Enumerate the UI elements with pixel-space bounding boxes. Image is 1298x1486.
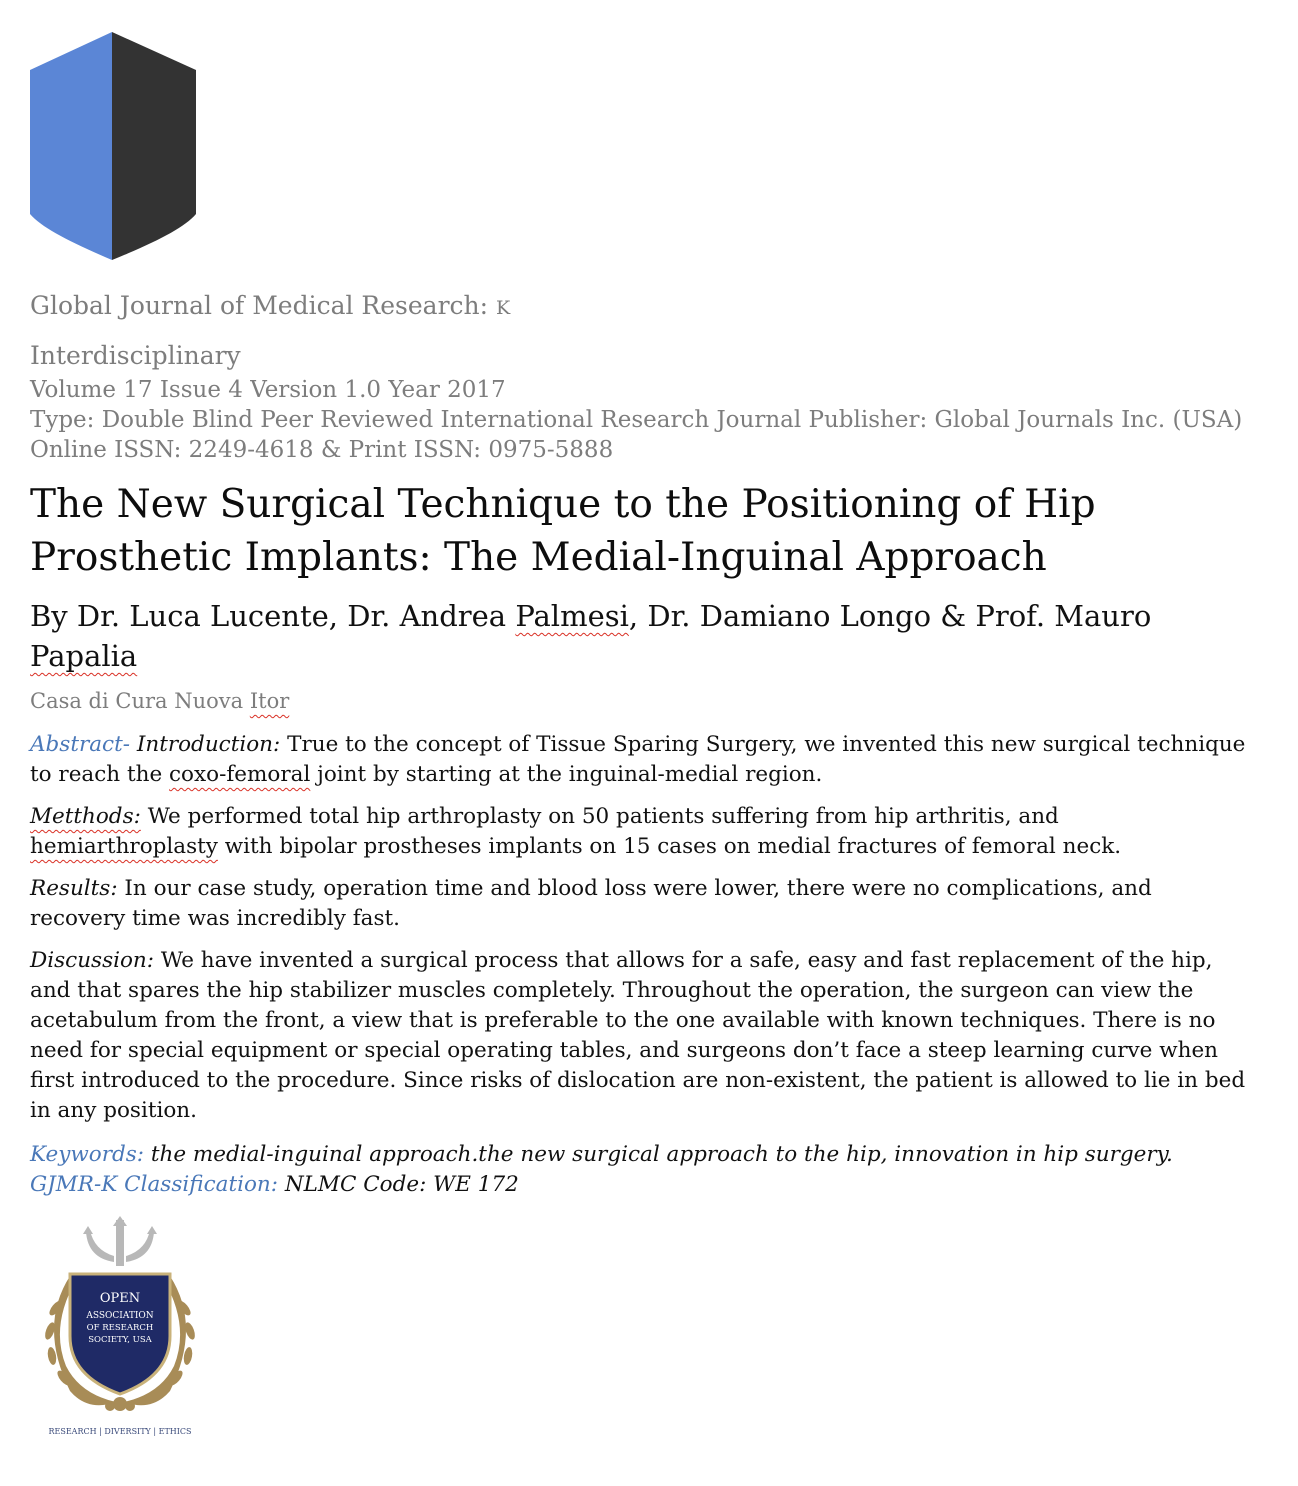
authors-middle: , Dr. Damiano Longo & Prof. Mauro [628, 599, 1152, 633]
title-line-1: The New Surgical Technique to the Positioning of Hip [30, 482, 1096, 527]
classification-line [30, 1170, 1270, 1200]
seal-line-3: OF RESEARCH [86, 1323, 154, 1333]
affiliation-itor: Itor [249, 689, 290, 713]
keywords-text: the medial-inguinal approach.the new surgical approach to the hip, innovation in hip surgery. [144, 1142, 1173, 1167]
classification-text: NLMC Code: WE 172 [278, 1172, 519, 1197]
results-label: Results: [30, 876, 118, 901]
seal-motto: RESEARCH | DIVERSITY | ETHICS [48, 1427, 192, 1436]
intro-text-2: joint by starting at the inguinal-medial region. [310, 762, 823, 787]
author-palmesi: Palmesi [515, 599, 629, 633]
authors-prefix: By Dr. Luca Lucente, Dr. Andrea [30, 599, 516, 633]
article-title [30, 478, 1270, 584]
classification-label: GJMR-K Classification: [30, 1172, 278, 1197]
affiliation-prefix: Casa di Cura Nuova [30, 689, 250, 713]
abstract-methods [30, 802, 1250, 862]
intro-label: Introduction: [136, 732, 281, 757]
keywords-line [30, 1140, 1270, 1170]
abstract-label: Abstract- [30, 732, 131, 757]
affiliation [30, 686, 1270, 716]
author-list [30, 596, 1270, 676]
journal-section-name: Interdisciplinary [30, 341, 241, 370]
abstract-introduction [30, 730, 1250, 790]
journal-meta [30, 375, 1270, 465]
methods-label: Metthods: [30, 804, 141, 829]
keywords-block [30, 1140, 1270, 1200]
journal-shield-logo [30, 32, 196, 260]
seal-line-4: SOCIETY, USA [88, 1335, 152, 1345]
results-text: In our case study, operation time and blood loss were lower, there were no complications, and recovery time was incredibly fast. [30, 876, 1152, 931]
intro-text-1: True to the concept of Tissue Sparing Surgery, we invented this new surgical technique to reach the [30, 732, 1246, 787]
title-line-2: Prosthetic Implants: The Medial-Inguinal Approach [30, 535, 1047, 580]
journal-name-line [30, 282, 1270, 332]
journal-section-letter: K [496, 297, 512, 319]
trident-icon [83, 1216, 157, 1266]
methods-text-2: with bipolar prostheses implants on 15 cases on medial fractures of femoral neck. [217, 834, 1122, 859]
keywords-label: Keywords: [30, 1142, 145, 1167]
seal-line-2: ASSOCIATION [86, 1311, 154, 1321]
abstract-discussion [30, 946, 1250, 1126]
oars-seal-logo [30, 1216, 210, 1442]
issn-line: Online ISSN: 2249-4618 & Print ISSN: 0975-5888 [30, 437, 614, 463]
type-line: Type: Double Blind Peer Reviewed International Research Journal Publisher: Global Journals Inc. (USA) [30, 407, 1243, 433]
discussion-text: We have invented a surgical process that allows for a safe, easy and fast replacement of the hip, and that spares the hip stabilizer muscles completely. Throughout the operation, the surgeon can view the acetabulum from the front, a view that is preferable to the one available with known techniques. There is no need for special equipment or special operating tables, and surgeons don’t face a steep learning curve when first introduced to the procedure. Since risks of dislocation are non-existent, the patient is allowed to lie in bed in any position. [30, 948, 1246, 1123]
author-papalia: Papalia [30, 639, 138, 673]
abstract [30, 730, 1250, 1138]
abstract-results [30, 874, 1250, 934]
intro-coxo-femoral: coxo-femoral [169, 762, 311, 787]
volume-line: Volume 17 Issue 4 Version 1.0 Year 2017 [30, 377, 506, 403]
methods-hemiarthroplasty: hemiarthroplasty [30, 834, 218, 859]
journal-name: Global Journal of Medical Research: [30, 291, 489, 320]
seal-line-1: OPEN [99, 1291, 141, 1306]
journal-header [30, 282, 1270, 380]
methods-text-1: We performed total hip arthroplasty on 50 patients suffering from hip arthritis, and [140, 804, 1059, 829]
discussion-label: Discussion: [30, 948, 155, 973]
